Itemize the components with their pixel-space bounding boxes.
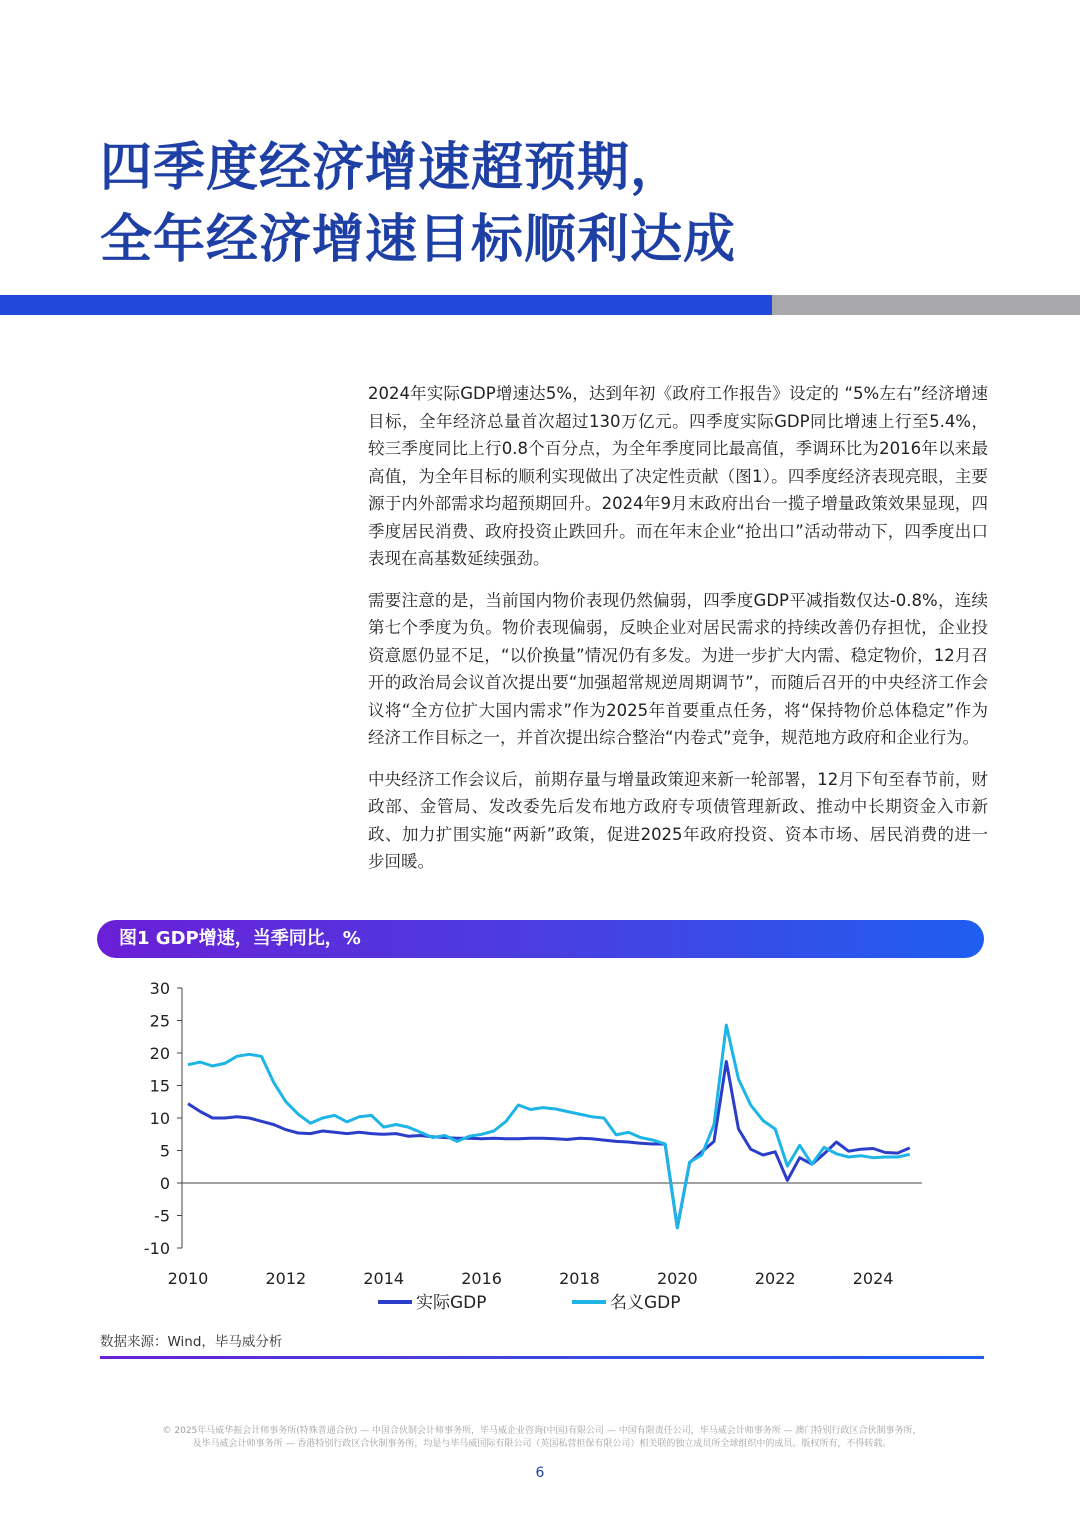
x-tick-label: 2024 xyxy=(852,1269,894,1288)
footer-copyright xyxy=(100,1425,984,1451)
y-tick-label: -5 xyxy=(154,1206,170,1226)
page-title-line-1: 四季度经济增速超预期， xyxy=(100,138,684,198)
chart-legend xyxy=(378,1293,681,1313)
page-title xyxy=(100,132,1000,276)
paragraph-2: 需要注意的是，当前国内物价表现仍然偏弱，四季度GDP平减指数仅达-0.8%，连续第七个季度为负。物价表现偏弱，反映企业对居民需求的持续改善仍存担忧，企业投资意愿仍显不足，“以价换量”情况仍有多发。为进一步扩大内需、稳定物价，12月召开的政治局会议首次提出要“加强超常规逆周期调节”，而随后召开的中央经济工作会议将“全方位扩大国内需求”作为2025年首要重点任务，将“保持物价总体稳定”作为经济工作目标之一，并首次提出综合整治“内卷式”竞争，规范地方政府和企业行为。 xyxy=(368,590,988,747)
chart-ticks xyxy=(144,979,894,1288)
y-tick-label: 25 xyxy=(149,1011,170,1031)
chart-axes xyxy=(182,988,922,1248)
legend-label-1: 实际GDP xyxy=(416,1293,487,1313)
x-tick-label: 2018 xyxy=(559,1269,600,1288)
y-tick-label: -10 xyxy=(143,1239,170,1258)
x-tick-label: 2014 xyxy=(363,1269,405,1288)
body-text xyxy=(368,380,988,890)
header-accent-bar-blue xyxy=(0,295,772,315)
figure-bottom-rule xyxy=(100,1356,984,1359)
page-number: 6 xyxy=(535,1465,545,1481)
chart-lines xyxy=(188,1025,910,1228)
y-tick-label: 15 xyxy=(149,1076,170,1096)
y-tick-label: 20 xyxy=(149,1044,170,1063)
gdp-line-chart xyxy=(0,960,1080,1320)
y-tick-label: 5 xyxy=(159,1141,170,1161)
figure-title-banner xyxy=(97,920,984,958)
page-title-line-2: 全年经济增速目标顺利达成 xyxy=(100,210,737,270)
footer-line-2: 及毕马威会计师事务所 — 香港特别行政区合伙制事务所，均是与毕马威国际有限公司（英国私营担保有限公司）相关联的独立成员所全球组织中的成员。版权所有，不得转载。 xyxy=(192,1439,892,1449)
legend-label-2: 名义GDP xyxy=(610,1293,681,1313)
x-tick-label: 2012 xyxy=(265,1269,307,1288)
header-accent-bar-gray xyxy=(772,295,1080,315)
y-tick-label: 0 xyxy=(159,1174,170,1193)
y-tick-label: 10 xyxy=(149,1109,170,1128)
x-tick-label: 2022 xyxy=(754,1269,796,1288)
paragraph-1: 2024年实际GDP增速达5%，达到年初《政府工作报告》设定的 “5%左右”经济增速目标，全年经济总量首次超过130万亿元。四季度实际GDP同比增速上行至5.4%，较三季度同比上行0.8个百分点，为全年季度同比最高值，季调环比为2016年以来最高值，为全年目标的顺利实现做出了决定性贡献（图1）。四季度经济表现亮眼，主要源于内外部需求均超预期回升。2024年9月末政府出台一揽子增量政策效果显现，四季度居民消费、政府投资止跌回升。而在年末企业“抢出口”活动带动下，四季度出口表现在高基数延续强劲。 xyxy=(368,384,988,568)
paragraph-3: 中央经济工作会议后，前期存量与增量政策迎来新一轮部署，12月下旬至春节前，财政部、金管局、发改委先后发布地方政府专项债管理新政、推动中长期资金入市新政、加力扩围实施“两新”政策，促进2025年政府投资、资本市场、居民消费的进一步回暖。 xyxy=(368,769,988,871)
figure-title: 图1 GDP增速，当季同比，% xyxy=(119,928,361,949)
series-line-1 xyxy=(188,1062,910,1228)
x-tick-label: 2010 xyxy=(167,1269,209,1288)
y-tick-label: 30 xyxy=(149,979,170,998)
x-tick-label: 2020 xyxy=(656,1269,698,1288)
series-line-2 xyxy=(188,1025,910,1228)
x-tick-label: 2016 xyxy=(461,1269,502,1288)
figure-source: 数据来源：Wind，毕马威分析 xyxy=(100,1334,283,1350)
footer-line-1: © 2025年马威华振会计师事务所(特殊普通合伙) — 中国合伙制会计师事务所，毕马威企业咨询(中国)有限公司 — 中国有限责任公司，毕马威会计师事务所 — 澳门特别行政区合伙制事务所， xyxy=(162,1426,922,1436)
